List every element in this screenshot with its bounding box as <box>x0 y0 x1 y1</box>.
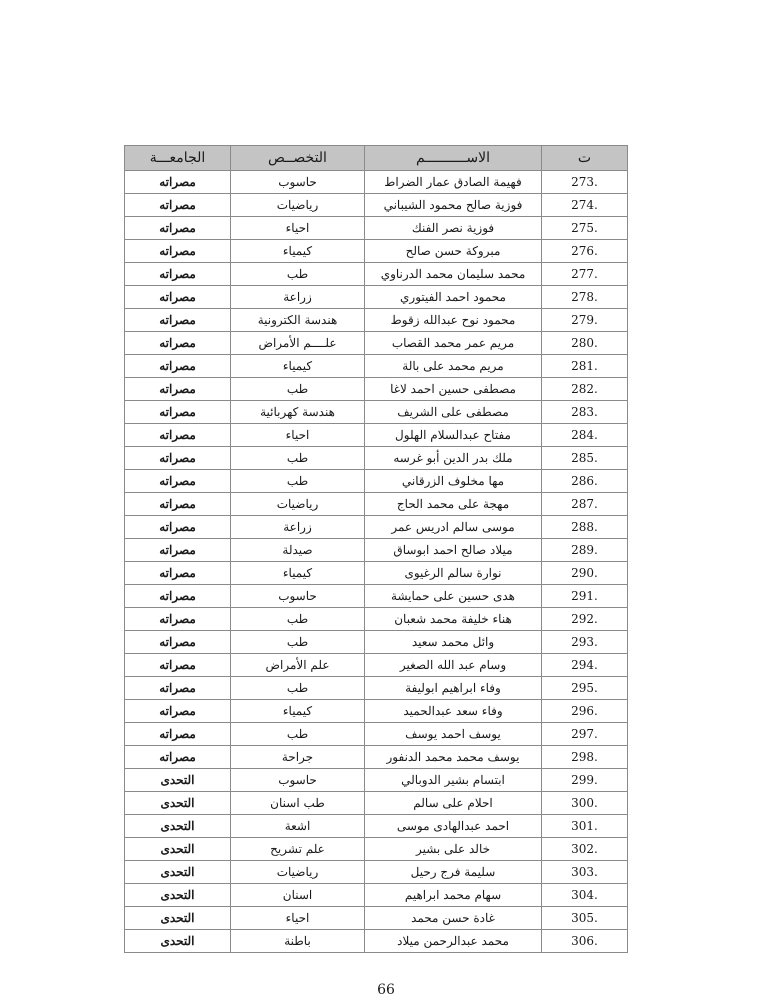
cell-number: 299. <box>542 769 628 792</box>
table-row <box>125 401 628 424</box>
table-row <box>125 286 628 309</box>
cell-name: غادة حسن محمد <box>365 907 542 930</box>
table-row <box>125 470 628 493</box>
cell-number: 304. <box>542 884 628 907</box>
cell-number: 293. <box>542 631 628 654</box>
cell-university: مصراته <box>125 263 231 286</box>
table-row <box>125 700 628 723</box>
cell-name: محمود احمد الفيتوري <box>365 286 542 309</box>
cell-name: سليمة فرج رحيل <box>365 861 542 884</box>
cell-name: مصطفى على الشريف <box>365 401 542 424</box>
table-row <box>125 539 628 562</box>
cell-number: 291. <box>542 585 628 608</box>
cell-specialization: احياء <box>231 217 365 240</box>
cell-name: احمد عبدالهادى موسى <box>365 815 542 838</box>
cell-number: 288. <box>542 516 628 539</box>
table-row <box>125 562 628 585</box>
header-number: ت <box>542 146 628 171</box>
cell-specialization: طب <box>231 723 365 746</box>
cell-specialization: كيمياء <box>231 240 365 263</box>
cell-university: التحدى <box>125 861 231 884</box>
cell-number: 279. <box>542 309 628 332</box>
cell-university: مصراته <box>125 217 231 240</box>
cell-specialization: طب <box>231 608 365 631</box>
table-body <box>125 171 628 953</box>
cell-number: 306. <box>542 930 628 953</box>
cell-name: مهجة على محمد الحاج <box>365 493 542 516</box>
cell-name: ابتسام بشير الدوبالي <box>365 769 542 792</box>
cell-number: 295. <box>542 677 628 700</box>
cell-specialization: رياضيات <box>231 194 365 217</box>
cell-university: مصراته <box>125 608 231 631</box>
cell-specialization: هندسة الكترونية <box>231 309 365 332</box>
cell-specialization: طب <box>231 378 365 401</box>
cell-number: 284. <box>542 424 628 447</box>
cell-name: احلام على سالم <box>365 792 542 815</box>
cell-specialization: طب <box>231 470 365 493</box>
cell-number: 275. <box>542 217 628 240</box>
header-university: الجامعـــة <box>125 146 231 171</box>
cell-university: التحدى <box>125 769 231 792</box>
cell-name: يوسف احمد يوسف <box>365 723 542 746</box>
cell-number: 280. <box>542 332 628 355</box>
cell-specialization: علم تشريح <box>231 838 365 861</box>
table-row <box>125 171 628 194</box>
cell-university: مصراته <box>125 562 231 585</box>
cell-university: مصراته <box>125 240 231 263</box>
cell-specialization: طب <box>231 263 365 286</box>
cell-university: مصراته <box>125 401 231 424</box>
cell-name: هدى حسين على حمايشة <box>365 585 542 608</box>
cell-university: مصراته <box>125 516 231 539</box>
table-row <box>125 654 628 677</box>
cell-specialization: علــــم الأمراض <box>231 332 365 355</box>
table-row <box>125 769 628 792</box>
cell-name: ملك بدر الدين أبو غرسه <box>365 447 542 470</box>
cell-specialization: زراعة <box>231 286 365 309</box>
table-row <box>125 608 628 631</box>
table-row <box>125 493 628 516</box>
cell-university: مصراته <box>125 539 231 562</box>
cell-number: 277. <box>542 263 628 286</box>
cell-specialization: هندسة كهربائية <box>231 401 365 424</box>
cell-university: التحدى <box>125 930 231 953</box>
cell-number: 303. <box>542 861 628 884</box>
cell-number: 301. <box>542 815 628 838</box>
cell-number: 282. <box>542 378 628 401</box>
cell-number: 290. <box>542 562 628 585</box>
cell-number: 305. <box>542 907 628 930</box>
cell-university: التحدى <box>125 884 231 907</box>
cell-number: 273. <box>542 171 628 194</box>
cell-university: مصراته <box>125 378 231 401</box>
cell-specialization: علم الأمراض <box>231 654 365 677</box>
cell-university: مصراته <box>125 286 231 309</box>
cell-specialization: طب اسنان <box>231 792 365 815</box>
cell-name: محمود نوح عبدالله زقوط <box>365 309 542 332</box>
cell-university: التحدى <box>125 815 231 838</box>
cell-specialization: كيمياء <box>231 700 365 723</box>
cell-specialization: كيمياء <box>231 355 365 378</box>
cell-specialization: اسنان <box>231 884 365 907</box>
cell-name: وائل محمد سعيد <box>365 631 542 654</box>
cell-number: 302. <box>542 838 628 861</box>
cell-name: محمد سليمان محمد الدرناوي <box>365 263 542 286</box>
table-row <box>125 677 628 700</box>
cell-university: مصراته <box>125 677 231 700</box>
cell-name: مريم عمر محمد القصاب <box>365 332 542 355</box>
cell-university: مصراته <box>125 194 231 217</box>
cell-university: مصراته <box>125 700 231 723</box>
cell-university: مصراته <box>125 470 231 493</box>
table-row <box>125 792 628 815</box>
cell-name: محمد عبدالرحمن ميلاد <box>365 930 542 953</box>
table-row <box>125 424 628 447</box>
cell-specialization: اشعة <box>231 815 365 838</box>
cell-specialization: حاسوب <box>231 171 365 194</box>
table-row <box>125 861 628 884</box>
cell-university: مصراته <box>125 746 231 769</box>
cell-number: 274. <box>542 194 628 217</box>
cell-number: 300. <box>542 792 628 815</box>
cell-specialization: باطنة <box>231 930 365 953</box>
cell-specialization: كيمياء <box>231 562 365 585</box>
cell-name: سهام محمد ابراهيم <box>365 884 542 907</box>
table-row <box>125 930 628 953</box>
cell-university: مصراته <box>125 424 231 447</box>
cell-name: نوارة سالم الرغيوى <box>365 562 542 585</box>
cell-university: مصراته <box>125 355 231 378</box>
cell-specialization: صيدلة <box>231 539 365 562</box>
cell-name: يوسف محمد محمد الدنفور <box>365 746 542 769</box>
table-row <box>125 194 628 217</box>
table-row <box>125 355 628 378</box>
cell-number: 287. <box>542 493 628 516</box>
cell-specialization: زراعة <box>231 516 365 539</box>
table-row <box>125 263 628 286</box>
table-row <box>125 516 628 539</box>
cell-name: وفاء سعد عبدالحميد <box>365 700 542 723</box>
cell-university: التحدى <box>125 907 231 930</box>
cell-name: خالد على بشير <box>365 838 542 861</box>
cell-name: ميلاد صالح احمد ابوساق <box>365 539 542 562</box>
cell-university: مصراته <box>125 493 231 516</box>
cell-specialization: احياء <box>231 424 365 447</box>
table-row <box>125 723 628 746</box>
cell-number: 297. <box>542 723 628 746</box>
cell-name: مصطفى حسين احمد لاغا <box>365 378 542 401</box>
table-row <box>125 332 628 355</box>
cell-specialization: جراحة <box>231 746 365 769</box>
cell-university: مصراته <box>125 171 231 194</box>
cell-specialization: رياضيات <box>231 861 365 884</box>
cell-number: 283. <box>542 401 628 424</box>
table-row <box>125 746 628 769</box>
cell-number: 285. <box>542 447 628 470</box>
cell-specialization: حاسوب <box>231 769 365 792</box>
table-row <box>125 378 628 401</box>
cell-specialization: طب <box>231 631 365 654</box>
table-row <box>125 838 628 861</box>
cell-university: مصراته <box>125 332 231 355</box>
header-specialization: التخصــص <box>231 146 365 171</box>
table-row <box>125 815 628 838</box>
cell-specialization: احياء <box>231 907 365 930</box>
cell-specialization: حاسوب <box>231 585 365 608</box>
cell-university: مصراته <box>125 723 231 746</box>
table-row <box>125 907 628 930</box>
cell-name: فوزية صالح محمود الشيباني <box>365 194 542 217</box>
cell-number: 292. <box>542 608 628 631</box>
cell-name: مفتاح عبدالسلام الهلول <box>365 424 542 447</box>
cell-university: مصراته <box>125 631 231 654</box>
table-row <box>125 447 628 470</box>
cell-name: مها مخلوف الزرقاني <box>365 470 542 493</box>
cell-name: وسام عبد الله الصغير <box>365 654 542 677</box>
table-row <box>125 884 628 907</box>
cell-name: فوزية نصر الفنك <box>365 217 542 240</box>
page-number: 66 <box>377 982 395 998</box>
cell-university: التحدى <box>125 838 231 861</box>
header-name: الاســــــــــم <box>365 146 542 171</box>
cell-number: 281. <box>542 355 628 378</box>
cell-name: موسى سالم ادريس عمر <box>365 516 542 539</box>
table-row <box>125 585 628 608</box>
cell-name: مبروكة حسن صالح <box>365 240 542 263</box>
table-row <box>125 240 628 263</box>
cell-university: مصراته <box>125 447 231 470</box>
cell-university: مصراته <box>125 585 231 608</box>
cell-specialization: طب <box>231 447 365 470</box>
cell-university: التحدى <box>125 792 231 815</box>
cell-number: 296. <box>542 700 628 723</box>
student-roster-table <box>124 145 628 953</box>
table-header-row <box>125 146 628 171</box>
cell-name: فهيمة الصادق عمار الضراط <box>365 171 542 194</box>
cell-university: مصراته <box>125 654 231 677</box>
table-row <box>125 309 628 332</box>
cell-name: هناء خليفة محمد شعبان <box>365 608 542 631</box>
table-row <box>125 217 628 240</box>
table-row <box>125 631 628 654</box>
cell-number: 294. <box>542 654 628 677</box>
cell-number: 298. <box>542 746 628 769</box>
cell-specialization: طب <box>231 677 365 700</box>
cell-number: 286. <box>542 470 628 493</box>
cell-number: 289. <box>542 539 628 562</box>
cell-name: وفاء ابراهيم ابوليفة <box>365 677 542 700</box>
cell-specialization: رياضيات <box>231 493 365 516</box>
cell-name: مريم محمد على بالة <box>365 355 542 378</box>
cell-number: 276. <box>542 240 628 263</box>
cell-university: مصراته <box>125 309 231 332</box>
cell-number: 278. <box>542 286 628 309</box>
